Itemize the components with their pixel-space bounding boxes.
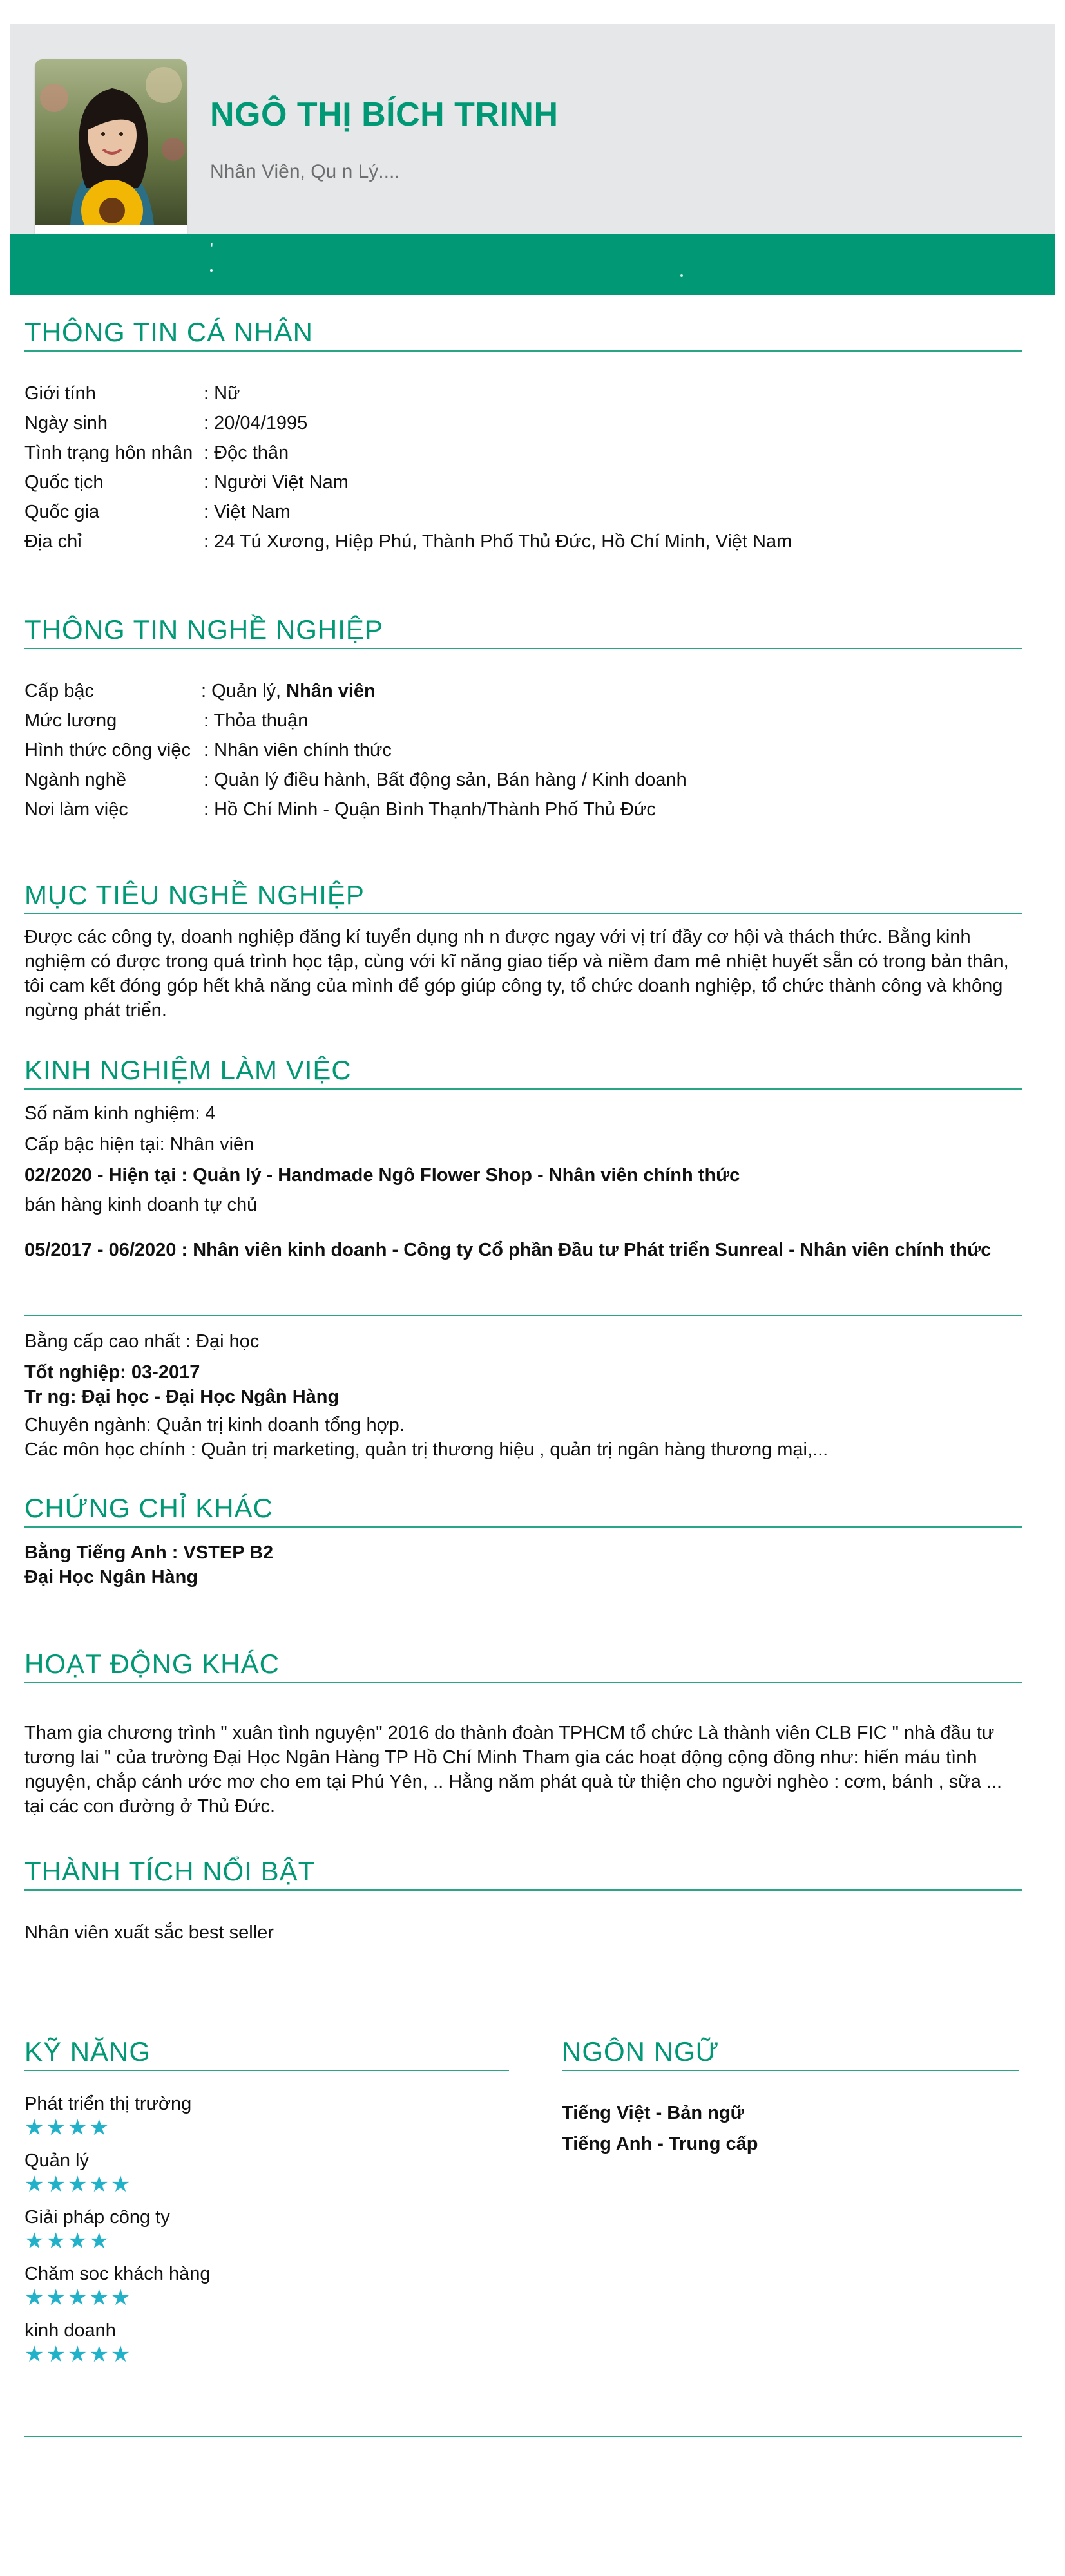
candidate-job-title: Nhân Viên, Qu n Lý.... bbox=[210, 161, 400, 182]
career-info-section bbox=[24, 612, 1022, 828]
certificate-line: Bằng Tiếng Anh : VSTEP B2 bbox=[24, 1542, 274, 1563]
certificates-section bbox=[24, 1490, 1022, 1588]
objective-text: Được các công ty, doanh nghiệp đăng kí tuyển dụng nh n được ngay với vị trí đầy cơ hội và thách thức. Bằng kinh nghiệm có được trong quá trình học tập, cùng với kĩ năng giao tiếp và niềm đam mê nhiệt huyết sẵn có trong bản thân, tôi cam kết đóng góp hết khả năng của mình để góp giúp công ty, tổ chức doanh nghiệp, tổ chức thành công và không ngừng phát triển. bbox=[24, 927, 1009, 1021]
achievements-section bbox=[24, 1853, 1022, 1944]
section-title: THÔNG TIN CÁ NHÂN bbox=[24, 314, 1022, 352]
section-title: THÔNG TIN NGHỀ NGHIỆP bbox=[24, 612, 1022, 649]
info-value: : Độc thân bbox=[204, 442, 289, 463]
education-section bbox=[24, 1331, 1022, 1461]
job-entry-title: 02/2020 - Hiện tại : Quản lý - Handmade Ngô Flower Shop - Nhân viên chính thức bbox=[24, 1165, 740, 1186]
info-label: Giới tính bbox=[24, 383, 96, 404]
activities-text: Tham gia chương trình " xuân tình nguyện" 2016 do thành đoàn TPHCM tổ chức Là thành viên CLB FIC " nhà đầu tư tương lai " của trường Đại Học Ngân Hàng TP Hồ Chí Minh Tham gia các hoạt động cộng đồng như: hiến máu tình nguyện, chắp cánh ước mơ cho em tại Phú Yên, .. Hằng năm phát quà từ thiện cho người nghèo : cơm, bánh , sữa ... tại các con đường ở Thủ Đức. bbox=[24, 1723, 1003, 1817]
job-entry-clip bbox=[24, 1239, 1022, 1273]
info-value: : Hồ Chí Minh - Quận Bình Thạnh/Thành Phố Thủ Đức bbox=[204, 799, 656, 820]
languages-section bbox=[562, 2034, 1019, 2155]
star-rating-icon: ★★★★ bbox=[24, 2229, 111, 2253]
skill-name: Quản lý bbox=[24, 2150, 89, 2171]
personal-info-section bbox=[24, 314, 1022, 560]
language-item: Tiếng Anh - Trung cấp bbox=[562, 2134, 758, 2154]
job-entry-title: 05/2017 - 06/2020 : Nhân viên kinh doanh - Công ty Cổ phần Đầu tư Phát triển Sunreal - Nhân viên chính thức bbox=[24, 1240, 992, 1260]
info-row bbox=[24, 442, 1022, 464]
info-value bbox=[201, 680, 1022, 702]
section-title: KINH NGHIỆM LÀM VIỆC bbox=[24, 1052, 1022, 1090]
info-row bbox=[24, 799, 1022, 820]
info-value: : Việt Nam bbox=[204, 502, 291, 522]
info-value-text: : Quản lý, bbox=[201, 681, 287, 701]
section-title: HOẠT ĐỘNG KHÁC bbox=[24, 1646, 1022, 1683]
education-degree: Bằng cấp cao nhất : Đại học bbox=[24, 1331, 260, 1352]
info-label: Ngành nghề bbox=[24, 770, 127, 790]
education-graduation: Tốt nghiệp: 03-2017 bbox=[24, 1362, 200, 1383]
activities-section bbox=[24, 1646, 1022, 1819]
experience-level: Cấp bậc hiện tại: Nhân viên bbox=[24, 1134, 254, 1155]
info-label: Cấp bậc bbox=[24, 681, 95, 701]
star-rating-icon: ★★★★★ bbox=[24, 2172, 133, 2197]
info-label: Hình thức công việc bbox=[24, 740, 191, 761]
info-label: Quốc gia bbox=[24, 502, 100, 522]
info-value: : 20/04/1995 bbox=[204, 413, 308, 433]
achievement-text: Nhân viên xuất sắc best seller bbox=[24, 1922, 274, 1943]
experience-section bbox=[24, 1052, 1022, 1273]
info-value: : Thỏa thuận bbox=[204, 710, 309, 731]
star-rating-icon: ★★★★ bbox=[24, 2116, 111, 2140]
info-row bbox=[24, 680, 1022, 702]
info-row bbox=[24, 531, 1022, 553]
skill-name: Chăm soc khách hàng bbox=[24, 2264, 211, 2284]
skill-name: Phát triển thị trường bbox=[24, 2094, 192, 2114]
band-dot bbox=[680, 274, 683, 277]
info-value: : Nhân viên chính thức bbox=[204, 740, 392, 761]
experience-years: Số năm kinh nghiệm: 4 bbox=[24, 1103, 216, 1124]
section-title: THÀNH TÍCH NỔI BẬT bbox=[24, 1853, 1022, 1891]
info-row bbox=[24, 471, 1022, 493]
section-title: CHỨNG CHỈ KHÁC bbox=[24, 1490, 1022, 1528]
divider bbox=[24, 1315, 1022, 1316]
avatar-photo bbox=[35, 59, 187, 225]
section-title: MỤC TIÊU NGHỀ NGHIỆP bbox=[24, 877, 1022, 914]
info-value: : Nữ bbox=[204, 383, 240, 404]
skill-name: kinh doanh bbox=[24, 2320, 116, 2341]
info-row bbox=[24, 412, 1022, 434]
divider bbox=[24, 2436, 1022, 2437]
band-dot bbox=[210, 269, 213, 272]
info-label: Ngày sinh bbox=[24, 413, 108, 433]
info-row bbox=[24, 501, 1022, 523]
avatar bbox=[35, 59, 187, 225]
certificate-line: Đại Học Ngân Hàng bbox=[24, 1567, 198, 1587]
candidate-name: NGÔ THỊ BÍCH TRINH bbox=[210, 96, 559, 133]
education-major: Chuyên ngành: Quản trị kinh doanh tổng hợp. bbox=[24, 1415, 405, 1435]
info-row bbox=[24, 710, 1022, 732]
job-entry-description: bán hàng kinh doanh tự chủ bbox=[24, 1195, 258, 1215]
info-value-bold: Nhân viên bbox=[286, 681, 376, 701]
info-value: : Người Việt Nam bbox=[204, 472, 349, 493]
skill-name: Giải pháp công ty bbox=[24, 2207, 170, 2228]
star-rating-icon: ★★★★★ bbox=[24, 2286, 133, 2310]
info-label: Tình trạng hôn nhân bbox=[24, 442, 193, 463]
header-band bbox=[10, 234, 1055, 295]
info-row bbox=[24, 383, 1022, 404]
objective-section bbox=[24, 877, 1022, 1023]
info-row bbox=[24, 739, 1022, 761]
education-courses: Các môn học chính : Quản trị marketing, quản trị thương hiệu , quản trị ngân hàng thương mại,... bbox=[24, 1439, 829, 1460]
info-label: Địa chỉ bbox=[24, 531, 82, 552]
profile-header bbox=[10, 24, 1055, 234]
skills-section bbox=[24, 2034, 509, 2367]
band-glyph: ' bbox=[210, 239, 213, 258]
info-value: : Quản lý điều hành, Bất động sản, Bán hàng / Kinh doanh bbox=[204, 770, 687, 790]
education-school: Tr ng: Đại học - Đại Học Ngân Hàng bbox=[24, 1387, 340, 1407]
info-value: : 24 Tú Xương, Hiệp Phú, Thành Phố Thủ Đức, Hồ Chí Minh, Việt Nam bbox=[204, 531, 792, 552]
info-label: Quốc tịch bbox=[24, 472, 104, 493]
info-label: Nơi làm việc bbox=[24, 799, 128, 820]
section-title: NGÔN NGỮ bbox=[562, 2034, 1019, 2071]
info-label: Mức lương bbox=[24, 710, 117, 731]
avatar-frame bbox=[35, 59, 187, 248]
language-item: Tiếng Việt - Bản ngữ bbox=[562, 2103, 744, 2123]
info-row bbox=[24, 769, 1022, 791]
star-rating-icon: ★★★★★ bbox=[24, 2342, 133, 2367]
section-title: KỸ NĂNG bbox=[24, 2034, 509, 2071]
